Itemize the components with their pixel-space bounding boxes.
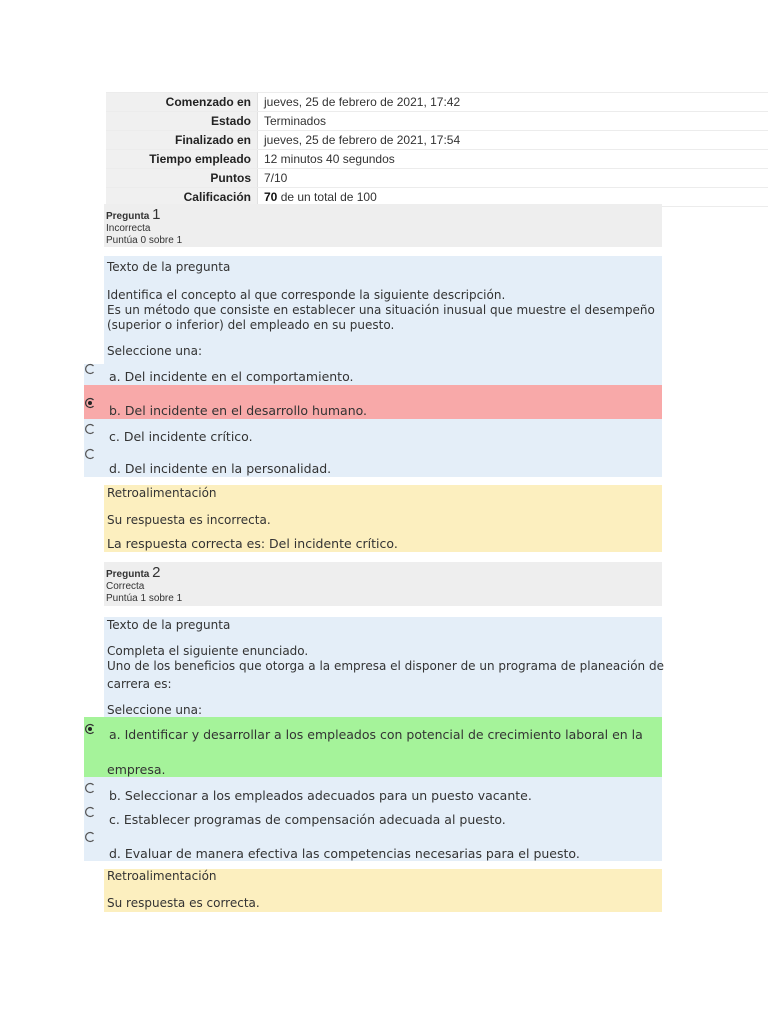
radio-unchecked-icon[interactable] <box>84 363 96 375</box>
summary-value: jueves, 25 de febrero de 2021, 17:42 <box>257 93 768 111</box>
summary-row-state <box>106 112 768 131</box>
summary-label: Estado <box>106 112 257 130</box>
radio-unchecked-icon[interactable] <box>84 423 96 435</box>
question-1-info <box>104 204 662 247</box>
grade-value: 70 <box>264 190 278 204</box>
q1-option-d[interactable]: d. Del incidente en la personalidad. <box>109 461 332 476</box>
question-label: Pregunta <box>106 211 150 222</box>
summary-row-time-taken <box>106 150 768 169</box>
q1-option-c[interactable]: c. Del incidente crítico. <box>109 429 253 444</box>
question-prompt-line: Es un método que consiste en establecer una situación inusual que muestre el desempeño <box>107 303 655 317</box>
question-text-heading: Texto de la pregunta <box>107 260 231 274</box>
q1-option-a[interactable]: a. Del incidente en el comportamiento. <box>109 369 354 384</box>
question-label: Pregunta <box>106 569 150 580</box>
attempt-summary-table <box>106 92 768 207</box>
question-prompt-line: (superior o inferior) del empleado en su puesto. <box>107 318 395 332</box>
summary-label: Tiempo empleado <box>106 150 257 168</box>
question-prompt-line: Uno de los beneficios que otorga a la empresa el disponer de un programa de planeación de <box>107 659 664 673</box>
q2-option-a-line2[interactable]: empresa. <box>107 762 166 777</box>
q2-option-b[interactable]: b. Seleccionar a los empleados adecuados para un puesto vacante. <box>109 788 532 803</box>
summary-label: Puntos <box>106 169 257 187</box>
q2-option-a-line1[interactable]: a. Identificar y desarrollar a los empleados con potencial de crecimiento laboral en la <box>109 727 643 742</box>
question-text-heading: Texto de la pregunta <box>107 618 231 632</box>
question-state: Incorrecta <box>106 223 151 234</box>
feedback-heading: Retroalimentación <box>107 486 217 500</box>
summary-value: Terminados <box>257 112 768 130</box>
question-2-info <box>104 562 662 606</box>
select-one-label: Seleccione una: <box>107 703 202 717</box>
summary-label: Finalizado en <box>106 131 257 149</box>
question-number: 1 <box>152 206 161 223</box>
summary-label: Calificación <box>106 188 257 206</box>
radio-unchecked-icon[interactable] <box>84 831 96 843</box>
grade-suffix: de un total de 100 <box>277 190 377 204</box>
summary-label: Comenzado en <box>106 93 257 111</box>
q2-option-c[interactable]: c. Establecer programas de compensación adecuada al puesto. <box>109 812 506 827</box>
radio-unchecked-icon[interactable] <box>84 448 96 460</box>
summary-row-finished <box>106 131 768 150</box>
feedback-result: Su respuesta es correcta. <box>107 896 260 910</box>
question-grade: Puntúa 0 sobre 1 <box>106 235 183 246</box>
question-prompt-line: carrera es: <box>107 677 172 691</box>
summary-value: 12 minutos 40 segundos <box>257 150 768 168</box>
radio-checked-icon[interactable] <box>84 723 96 735</box>
select-one-label: Seleccione una: <box>107 344 202 358</box>
question-prompt-line: Completa el siguiente enunciado. <box>107 644 309 658</box>
q2-option-a-row[interactable] <box>84 717 662 777</box>
summary-value: jueves, 25 de febrero de 2021, 17:54 <box>257 131 768 149</box>
question-state: Correcta <box>106 581 145 592</box>
feedback-heading: Retroalimentación <box>107 869 217 883</box>
q1-option-b[interactable]: b. Del incidente en el desarrollo humano. <box>109 403 368 418</box>
summary-value: 7/10 <box>257 169 768 187</box>
summary-row-started <box>106 92 768 112</box>
radio-checked-icon[interactable] <box>84 397 96 409</box>
summary-row-points <box>106 169 768 188</box>
question-prompt-line: Identifica el concepto al que corresponde la siguiente descripción. <box>107 288 506 302</box>
q2-option-d[interactable]: d. Evaluar de manera efectiva las competencias necesarias para el puesto. <box>109 846 580 861</box>
question-number: 2 <box>152 564 161 581</box>
question-grade: Puntúa 1 sobre 1 <box>106 593 183 604</box>
radio-unchecked-icon[interactable] <box>84 782 96 794</box>
feedback-correct-answer: La respuesta correcta es: Del incidente crítico. <box>107 536 398 551</box>
radio-unchecked-icon[interactable] <box>84 806 96 818</box>
feedback-result: Su respuesta es incorrecta. <box>107 513 271 527</box>
